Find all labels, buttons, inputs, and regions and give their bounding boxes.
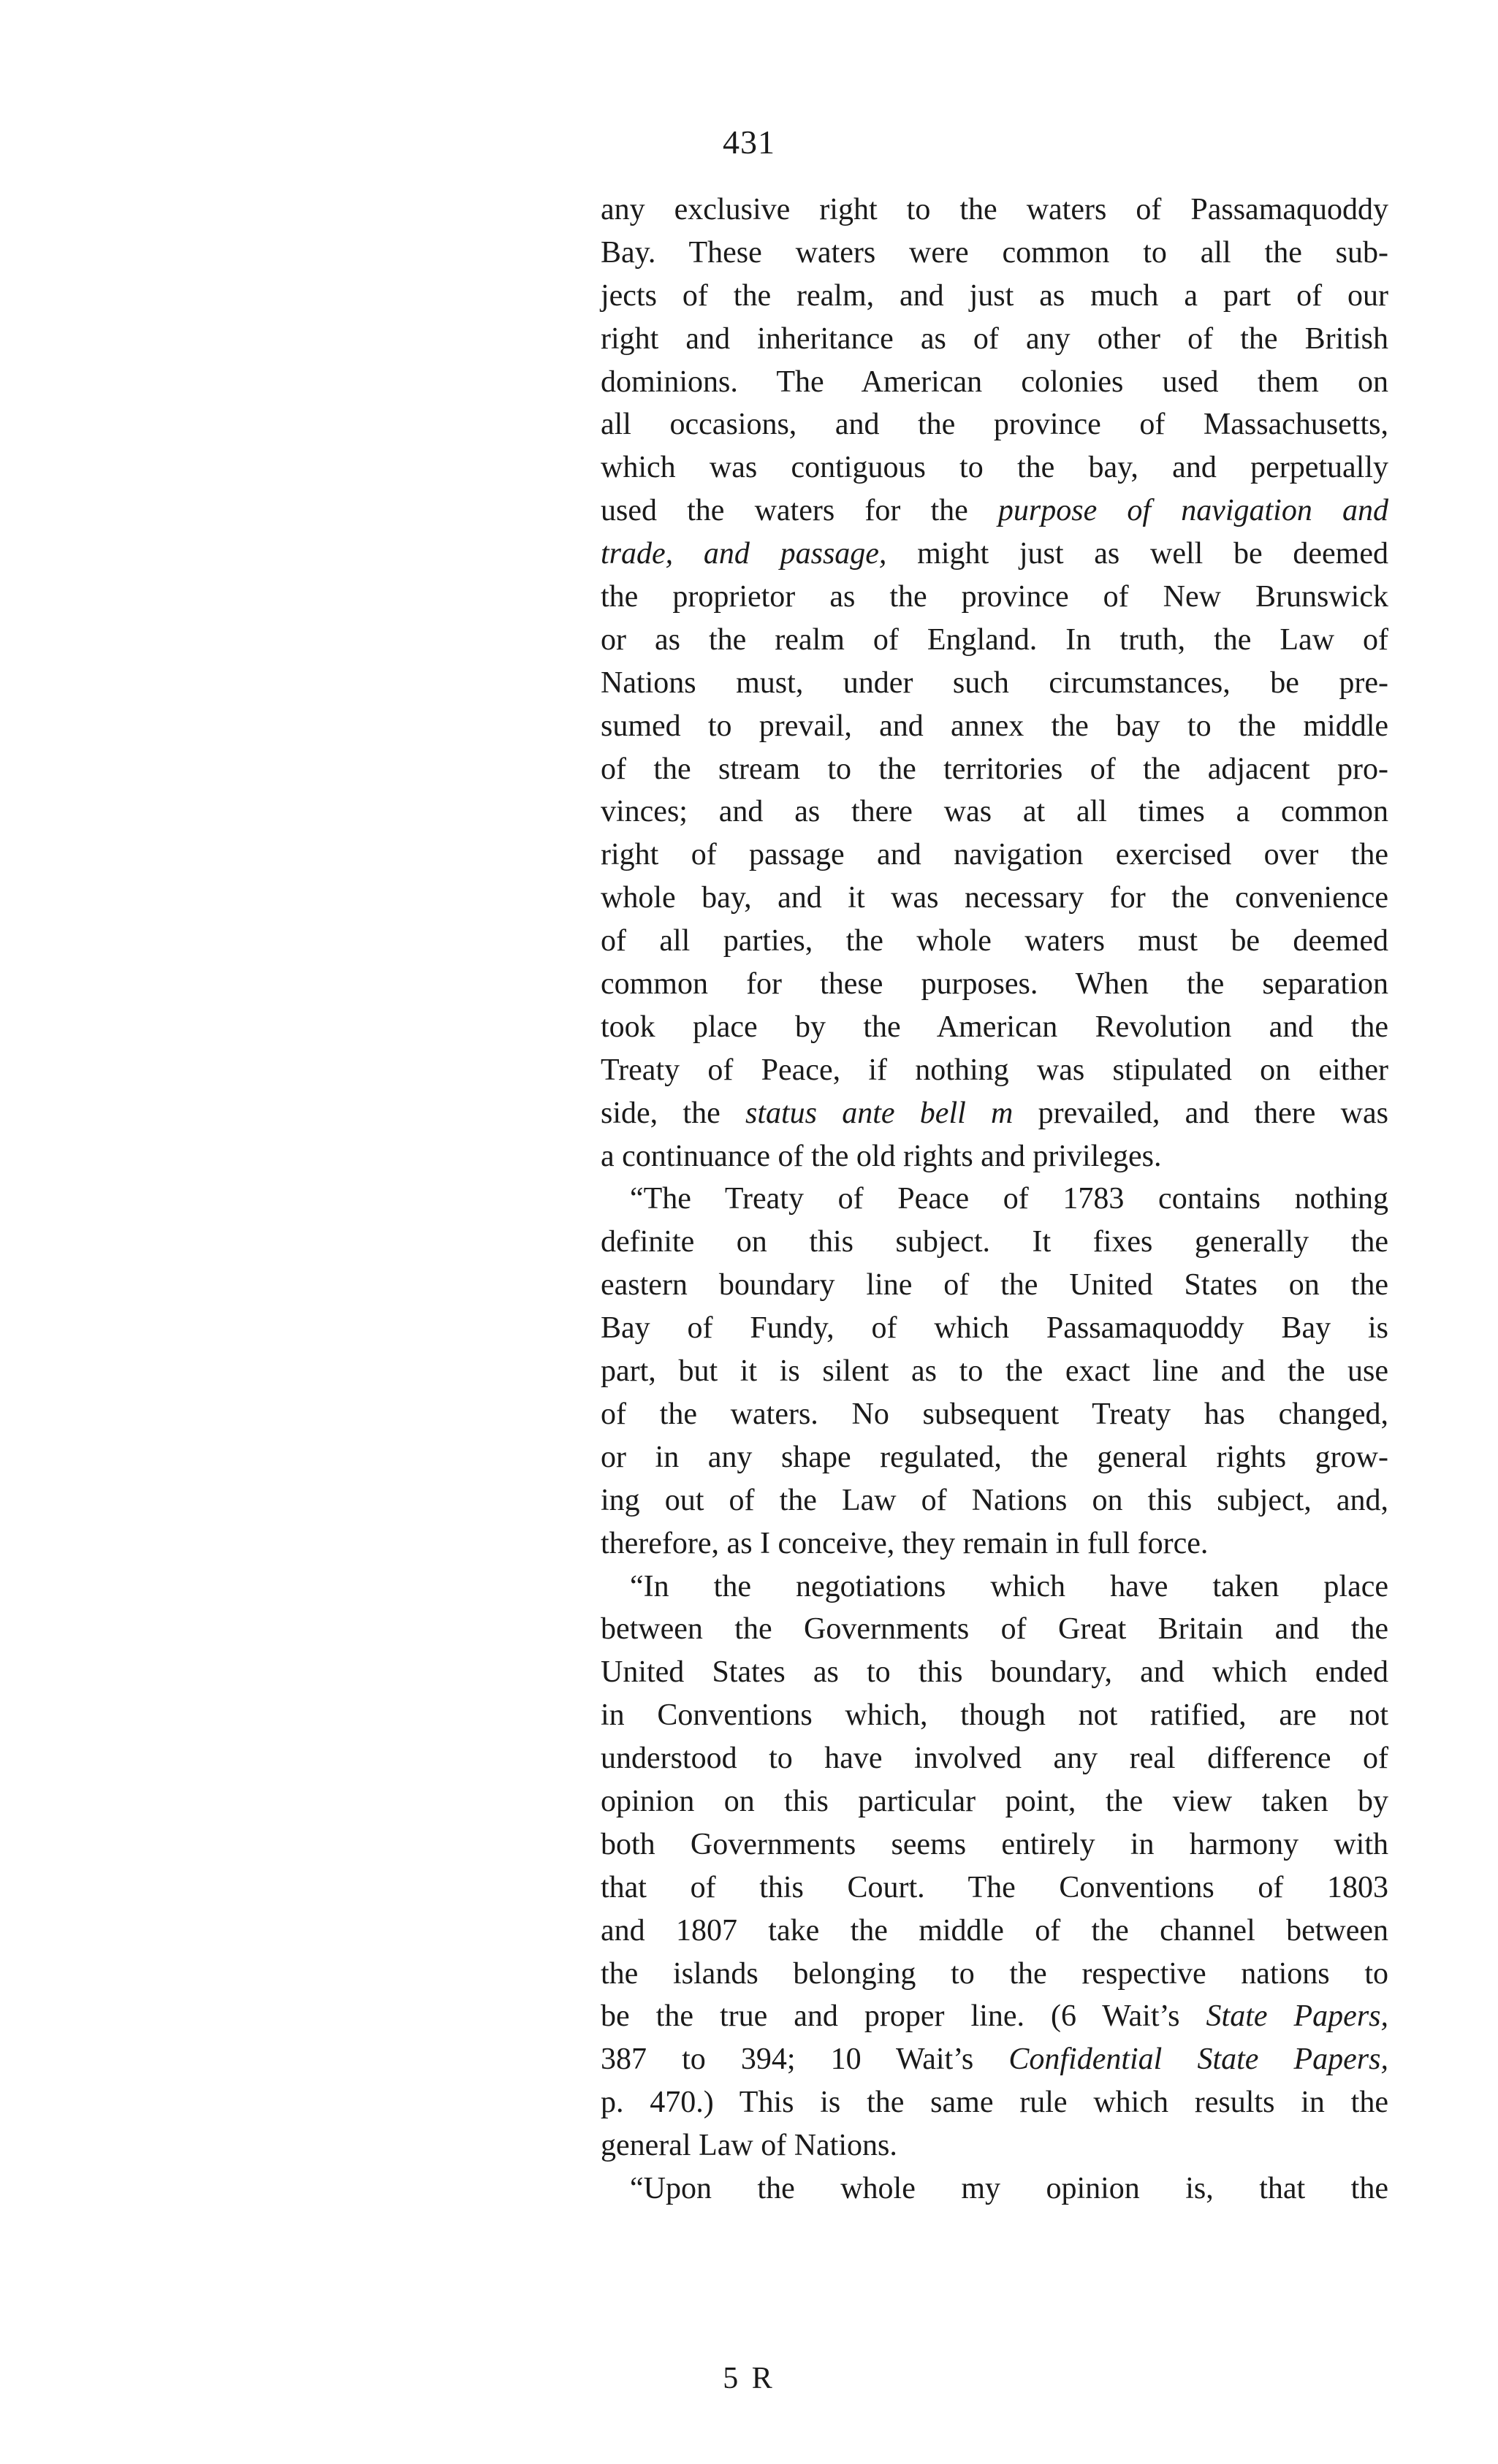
text-line: whole bay, and it was necessary for the convenience xyxy=(601,881,1388,915)
text-run: might just as well be deemed xyxy=(886,537,1388,571)
paragraph-2 xyxy=(601,1178,1388,1565)
text-line: ing out of the Law of Nations on this subject, and, xyxy=(601,1483,1388,1517)
page-number: 431 xyxy=(723,123,775,161)
text-line: jects of the realm, and just as much a part of our xyxy=(601,278,1388,313)
text-line: definite on this subject. It fixes generally the xyxy=(601,1225,1388,1259)
text-line: right of passage and navigation exercised over the xyxy=(601,838,1388,872)
text-run: side, the xyxy=(601,1096,745,1130)
text-line xyxy=(601,1092,1388,1135)
text-line: Bay. These waters were common to all the sub- xyxy=(601,235,1388,270)
text-line: Nations must, under such circumstances, be pre- xyxy=(601,665,1388,700)
italic-phrase: purpose of navigation and xyxy=(997,494,1388,528)
text-line: both Governments seems entirely in harmony with xyxy=(601,1827,1388,1861)
text-line xyxy=(601,1995,1388,2038)
body-text xyxy=(601,188,1388,2211)
text-line: eastern boundary line of the United States on the xyxy=(601,1268,1388,1302)
text-line: between the Governments of Great Britain and the xyxy=(601,1612,1388,1647)
text-run: used the waters for the xyxy=(601,494,998,528)
text-line: of the waters. No subsequent Treaty has changed, xyxy=(601,1397,1388,1431)
text-line: Treaty of Peace, if nothing was stipulated on either xyxy=(601,1053,1388,1087)
text-line xyxy=(601,489,1388,533)
text-line: part, but it is silent as to the exact line and the use xyxy=(601,1354,1388,1389)
text-run: be the true and proper line. (6 Wait’s xyxy=(601,1999,1206,2034)
text-line: any exclusive right to the waters of Passamaquoddy xyxy=(601,193,1388,226)
text-line: or as the realm of England. In truth, the Law of xyxy=(601,622,1388,657)
text-line: right and inheritance as of any other of the British xyxy=(601,321,1388,356)
text-line: a continuance of the old rights and privileges. xyxy=(601,1139,1162,1173)
text-line: general Law of Nations. xyxy=(601,2129,897,2163)
text-run: 387 to 394; 10 Wait’s xyxy=(601,2042,1009,2077)
text-line xyxy=(601,533,1388,576)
text-line: Bay of Fundy, of which Passamaquoddy Bay is xyxy=(601,1311,1388,1346)
text-line: vinces; and as there was at all times a common xyxy=(601,795,1388,829)
text-line: in Conventions which, though not ratified, are not xyxy=(601,1698,1388,1733)
paragraph-3 xyxy=(601,1565,1388,2167)
text-line: sumed to prevail, and annex the bay to the middle xyxy=(601,709,1388,743)
text-line: opinion on this particular point, the view taken by xyxy=(601,1784,1388,1818)
text-line: and 1807 take the middle of the channel between xyxy=(601,1913,1388,1948)
text-line: of all parties, the whole waters must be deemed xyxy=(601,924,1388,958)
italic-phrase: trade, and passage, xyxy=(601,537,887,571)
text-line: took place by the American Revolution and the xyxy=(601,1010,1388,1044)
text-line: the proprietor as the province of New Brunswick xyxy=(601,580,1388,614)
text-line: p. 470.) This is the same rule which results in the xyxy=(601,2086,1388,2120)
paragraph-4 xyxy=(601,2167,1388,2211)
italic-phrase: State Papers, xyxy=(1206,1999,1389,2034)
text-line: of the stream to the territories of the adjacent pro- xyxy=(601,752,1388,786)
text-line: “In the negotiations which have taken place xyxy=(630,1569,1388,1603)
text-line: “Upon the whole my opinion is, that the xyxy=(630,2171,1388,2205)
text-line xyxy=(601,2038,1388,2081)
text-run: prevailed, and there was xyxy=(1013,1096,1388,1130)
text-line: that of this Court. The Conventions of 1803 xyxy=(601,1870,1388,1904)
text-line: the islands belonging to the respective nations to xyxy=(601,1956,1388,1991)
italic-phrase: status ante bell m xyxy=(745,1096,1014,1130)
text-line: “The Treaty of Peace of 1783 contains nothing xyxy=(630,1182,1388,1216)
text-line: which was contiguous to the bay, and perpetually xyxy=(601,451,1388,485)
text-line: understood to have involved any real difference of xyxy=(601,1742,1388,1776)
italic-phrase: Confidential State Papers, xyxy=(1008,2042,1389,2077)
text-line: or in any shape regulated, the general rights grow- xyxy=(601,1440,1388,1474)
text-line: dominions. The American colonies used them on xyxy=(601,365,1388,399)
signature-mark: 5 R xyxy=(723,2362,775,2395)
text-line: all occasions, and the province of Massachusetts, xyxy=(601,408,1388,442)
paragraph-1 xyxy=(601,188,1388,1178)
text-line: United States as to this boundary, and which ended xyxy=(601,1655,1388,1690)
text-line: therefore, as I conceive, they remain in full force. xyxy=(601,1526,1209,1560)
text-line: common for these purposes. When the separation xyxy=(601,967,1388,1002)
